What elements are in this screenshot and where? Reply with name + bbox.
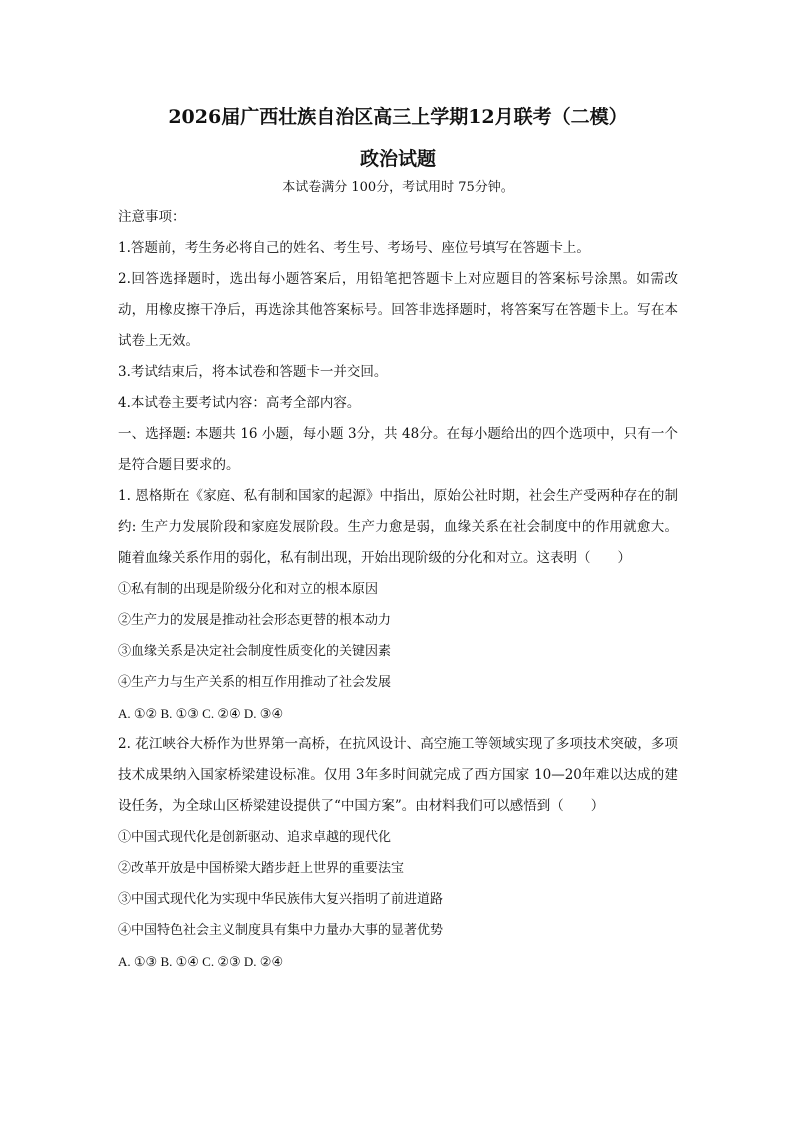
notice-item: 4.本试卷主要考试内容：高考全部内容。	[118, 395, 361, 411]
question-2	[118, 729, 678, 977]
question-stem: 1. 恩格斯在《家庭、私有制和国家的起源》中指出，原始公社时期，社会生产受两种存在的制约: 生产力发展阶段和家庭发展阶段。生产力愈是弱，血缘关系在社会制度中的作用就愈大。随着血缘关系作用的弱化，私有制出现，开始出现阶级的分化和对立。这表明（ ）	[118, 488, 678, 566]
notice-block	[118, 202, 678, 419]
question-option: ④生产力与生产关系的相互作用推动了社会发展	[118, 675, 392, 690]
question-option: ②改革开放是中国桥梁大踏步赶上世界的重要法宝	[118, 861, 405, 876]
notice-item: 3.考试结束后，将本试卷和答题卡一并交回。	[118, 364, 388, 380]
question-1	[118, 481, 678, 729]
question-option: ③血缘关系是决定社会制度性质变化的关键因素	[118, 644, 392, 659]
question-stem: 2. 花江峡谷大桥作为世界第一高桥，在抗风设计、高空施工等领域实现了多项技术突破，多项技术成果纳入国家桥梁建设标准。仅用 3年多时间就完成了西方国家 10—20年难以达成的建设任务，为全球山区桥梁建设提供了“中国方案”。由材料我们可以感悟到（ ）	[118, 736, 678, 814]
question-option: ①中国式现代化是创新驱动、追求卓越的现代化	[118, 830, 392, 845]
question-option: ③中国式现代化为实现中华民族伟大复兴指明了前进道路	[118, 892, 444, 907]
exam-page	[118, 100, 678, 977]
question-option: ④中国特色社会主义制度具有集中力量办大事的显著优势	[118, 923, 444, 938]
notice-item: 1.答题前，考生务必将自己的姓名、考生号、考场号、座位号填写在答题卡上。	[118, 240, 590, 256]
notice-item: 2.回答选择题时，选出每小题答案后，用铅笔把答题卡上对应题目的答案标号涂黑。如需改动，用橡皮擦干净后，再选涂其他答案标号。回答非选择题时，将答案写在答题卡上。写在本试卷上无效。	[118, 271, 678, 349]
section-instruction: 一、选择题: 本题共 16 小题，每小题 3分，共 48分。在每小题给出的四个选项中，只有一个是符合题目要求的。	[118, 426, 678, 473]
exam-subject: 政治试题	[359, 148, 436, 170]
question-option: ②生产力的发展是推动社会形态更替的根本动力	[118, 613, 392, 628]
answer-choices: A. ①② B. ①③ C. ②④ D. ③④	[118, 706, 284, 721]
notice-heading: 注意事项：	[118, 209, 186, 225]
exam-title: 2026届广西壮族自治区高三上学期12月联考（二模）	[168, 106, 628, 128]
exam-info: 本试卷满分 100分，考试用时 75分钟。	[282, 180, 514, 195]
answer-choices: A. ①③ B. ①④ C. ②③ D. ②④	[118, 954, 284, 969]
question-option: ①私有制的出现是阶级分化和对立的根本原因	[118, 582, 379, 597]
